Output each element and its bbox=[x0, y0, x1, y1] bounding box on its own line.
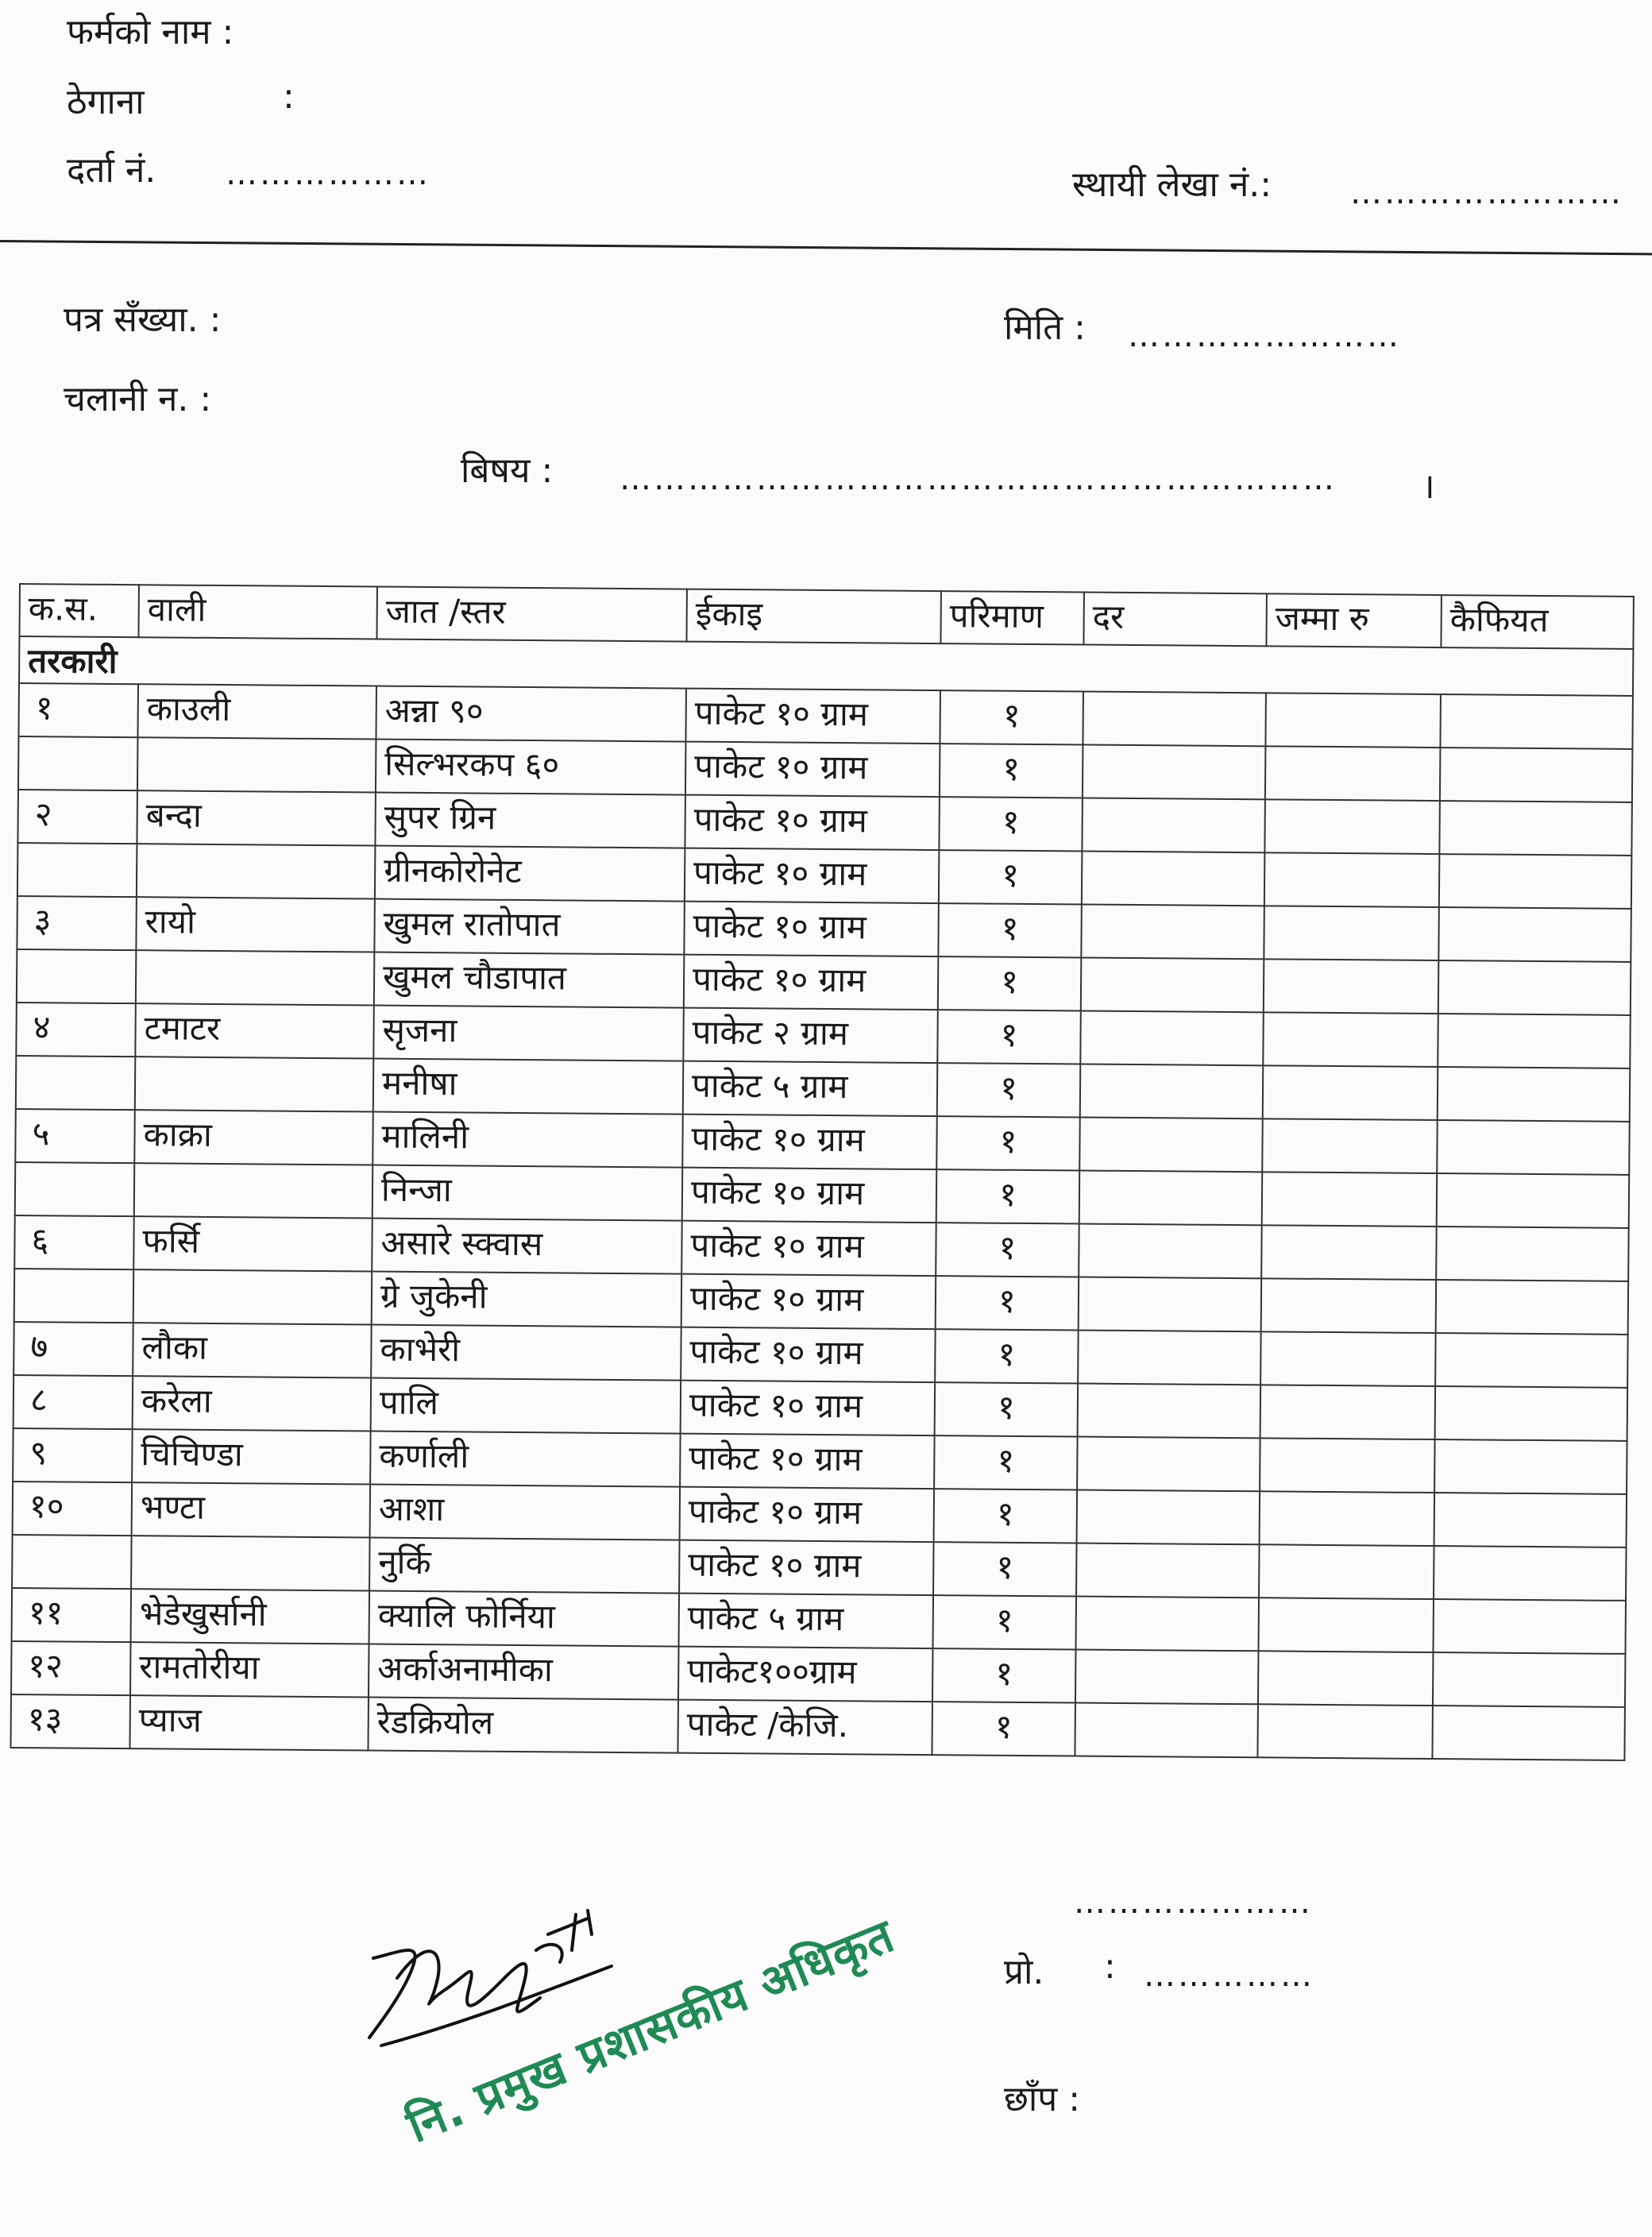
unit-cell: पाकेट १० ग्राम bbox=[684, 955, 939, 1010]
total-cell bbox=[1264, 906, 1439, 960]
letter-number-label: पत्र सँख्या. : bbox=[64, 299, 222, 340]
unit-cell: पाकेट /केजि. bbox=[677, 1700, 932, 1756]
unit-cell: पाकेट १० ग्राम bbox=[682, 1168, 937, 1223]
remarks-cell bbox=[1433, 1599, 1626, 1654]
total-cell bbox=[1265, 746, 1441, 801]
remarks-cell bbox=[1438, 907, 1631, 962]
variety-cell: कर्णाली bbox=[370, 1431, 681, 1487]
variety-cell: पालि bbox=[371, 1378, 681, 1434]
unit-cell: पाकेट १० ग्राम bbox=[681, 1274, 936, 1330]
sn-cell: ११ bbox=[12, 1588, 132, 1642]
remarks-cell bbox=[1434, 1546, 1627, 1601]
sn-cell: १३ bbox=[10, 1694, 130, 1748]
unit-cell: पाकेट १० ग्राम bbox=[681, 1327, 936, 1383]
unit-cell: पाकेट २ ग्राम bbox=[683, 1008, 938, 1064]
variety-cell: मनीषा bbox=[373, 1059, 684, 1115]
variety-cell: ग्रीनकोरोनेट bbox=[375, 846, 685, 902]
total-cell bbox=[1265, 693, 1441, 748]
crop-cell: भेडेखुर्सानी bbox=[131, 1589, 370, 1644]
sn-cell: ८ bbox=[14, 1375, 133, 1429]
crop-cell: फर्सि bbox=[133, 1216, 372, 1271]
crop-cell bbox=[137, 844, 376, 898]
variety-cell: सुपर ग्रिन bbox=[375, 793, 685, 848]
total-cell bbox=[1258, 1651, 1434, 1706]
variety-cell: ग्रे जुकेनी bbox=[372, 1272, 682, 1327]
remarks-cell bbox=[1438, 1014, 1631, 1068]
rate-cell bbox=[1077, 1436, 1260, 1491]
rate-cell bbox=[1083, 692, 1266, 747]
variety-cell: सिल्भरकप ६० bbox=[376, 740, 686, 795]
unit-cell: पाकेट १० ग्राम bbox=[679, 1540, 934, 1596]
rate-cell bbox=[1078, 1384, 1261, 1439]
variety-cell: मालिनी bbox=[372, 1112, 683, 1168]
unit-cell: पाकेट १० ग्राम bbox=[684, 902, 939, 957]
quantity-cell: १ bbox=[935, 1329, 1079, 1383]
col-header-quantity: परिमाण bbox=[940, 591, 1084, 644]
rate-cell bbox=[1082, 798, 1265, 853]
sn-cell bbox=[14, 1269, 134, 1323]
crop-cell: रायो bbox=[136, 897, 375, 952]
crop-cell: टमाटर bbox=[135, 1003, 374, 1058]
sn-cell: १२ bbox=[11, 1641, 131, 1695]
unit-cell: पाकेट ५ ग्राम bbox=[679, 1594, 934, 1649]
remarks-cell bbox=[1432, 1706, 1625, 1760]
remarks-cell bbox=[1435, 1386, 1628, 1441]
rate-cell bbox=[1083, 745, 1266, 800]
sn-cell bbox=[12, 1535, 132, 1589]
rate-cell bbox=[1080, 1064, 1264, 1119]
crop-cell bbox=[137, 737, 376, 792]
quantity-cell: १ bbox=[938, 903, 1082, 957]
variety-cell: निन्जा bbox=[372, 1165, 683, 1221]
col-header-crop: वाली bbox=[138, 585, 377, 639]
quantity-cell: १ bbox=[940, 690, 1083, 744]
crop-cell: करेला bbox=[133, 1376, 372, 1431]
crop-cell bbox=[135, 1057, 374, 1111]
remarks-cell bbox=[1433, 1652, 1626, 1707]
remarks-cell bbox=[1437, 1173, 1630, 1228]
crop-cell bbox=[134, 1163, 373, 1218]
unit-cell: पाकेट १० ग्राम bbox=[681, 1381, 936, 1436]
quantity-cell: १ bbox=[937, 1010, 1081, 1064]
variety-cell: सृजना bbox=[373, 1006, 684, 1061]
date-label: मिति : bbox=[1004, 307, 1086, 348]
registration-number-label: दर्ता नं. bbox=[67, 150, 156, 191]
total-cell bbox=[1260, 1331, 1436, 1386]
crop-cell bbox=[136, 950, 375, 1005]
date-blank: …………………… bbox=[1128, 318, 1401, 354]
sn-cell bbox=[18, 736, 138, 790]
crop-cell: बन्दा bbox=[137, 790, 376, 845]
total-cell bbox=[1260, 1491, 1435, 1546]
quantity-cell: १ bbox=[940, 744, 1083, 798]
col-header-rate: दर bbox=[1083, 593, 1267, 647]
dispatch-number-label: चलानी न. : bbox=[64, 379, 212, 419]
crop-cell: प्याज bbox=[129, 1695, 369, 1750]
header-divider bbox=[0, 240, 1652, 255]
remarks-cell bbox=[1438, 1067, 1631, 1122]
remarks-cell bbox=[1436, 1280, 1629, 1335]
sn-cell: १० bbox=[13, 1482, 133, 1536]
unit-cell: पाकेट १० ग्राम bbox=[680, 1434, 935, 1489]
crop-cell: भण्टा bbox=[132, 1482, 371, 1537]
unit-cell: पाकेट १० ग्राम bbox=[685, 795, 940, 851]
unit-cell: पाकेट १० ग्राम bbox=[682, 1115, 937, 1170]
variety-cell: असारे स्क्वास bbox=[372, 1219, 682, 1274]
remarks-cell bbox=[1435, 1333, 1628, 1388]
total-cell bbox=[1257, 1704, 1433, 1759]
total-cell bbox=[1261, 1225, 1437, 1280]
sn-cell: २ bbox=[17, 790, 137, 844]
proprietor-colon: : bbox=[1104, 1946, 1116, 1987]
seal-label: छाँप : bbox=[1004, 2079, 1081, 2119]
crop-cell: काउली bbox=[137, 684, 376, 739]
subject-end-mark: । bbox=[1422, 466, 1435, 507]
rate-cell bbox=[1082, 852, 1265, 906]
sn-cell: ६ bbox=[14, 1215, 134, 1269]
variety-cell: अन्ना ९० bbox=[376, 686, 686, 742]
total-cell bbox=[1264, 959, 1439, 1014]
rate-cell bbox=[1077, 1489, 1260, 1544]
rate-cell bbox=[1079, 1224, 1262, 1279]
sn-cell: ३ bbox=[17, 896, 137, 950]
pan-number-label: स्थायी लेखा नं.: bbox=[1072, 164, 1272, 205]
quantity-cell: १ bbox=[936, 1276, 1079, 1330]
remarks-cell bbox=[1434, 1493, 1627, 1547]
crop-cell: रामतोरीया bbox=[130, 1642, 369, 1697]
quantity-cell: १ bbox=[932, 1702, 1075, 1756]
pan-number-blank: …………………… bbox=[1350, 175, 1623, 211]
seed-table-wrapper bbox=[10, 583, 1634, 1761]
remarks-cell bbox=[1436, 1227, 1629, 1281]
total-cell bbox=[1258, 1598, 1434, 1652]
quantity-cell: १ bbox=[934, 1435, 1078, 1489]
col-header-total: जम्मा रु bbox=[1266, 593, 1442, 647]
total-cell bbox=[1264, 799, 1440, 854]
rate-cell bbox=[1079, 1171, 1263, 1226]
unit-cell: पाकेट १० ग्राम bbox=[681, 1221, 936, 1277]
unit-cell: पाकेट १० ग्राम bbox=[685, 689, 940, 744]
address-colon: : bbox=[283, 76, 295, 117]
remarks-cell bbox=[1439, 801, 1632, 856]
variety-cell: क्यालि फोर्निया bbox=[369, 1591, 680, 1647]
rate-cell bbox=[1075, 1649, 1259, 1704]
quantity-cell: १ bbox=[932, 1648, 1076, 1702]
crop-cell bbox=[131, 1536, 370, 1590]
sn-cell: १ bbox=[18, 683, 138, 737]
variety-cell: नुर्कि bbox=[369, 1538, 680, 1594]
sn-cell: ५ bbox=[15, 1109, 135, 1163]
unit-cell: पाकेट १० ग्राम bbox=[685, 742, 940, 798]
unit-cell: पाकेट १० ग्राम bbox=[685, 848, 940, 904]
total-cell bbox=[1263, 1012, 1438, 1067]
quantity-cell: १ bbox=[935, 1382, 1079, 1436]
proprietor-label: प्रो. bbox=[1004, 1952, 1044, 1992]
col-header-variety: जात /स्तर bbox=[376, 587, 687, 642]
remarks-cell bbox=[1440, 748, 1633, 802]
crop-cell: लौका bbox=[133, 1323, 372, 1377]
rate-cell bbox=[1081, 958, 1264, 1013]
rate-cell bbox=[1078, 1331, 1261, 1385]
quantity-cell: १ bbox=[934, 1489, 1078, 1543]
rate-cell bbox=[1075, 1596, 1259, 1651]
quantity-cell: १ bbox=[939, 797, 1083, 851]
sn-cell bbox=[16, 1056, 136, 1110]
total-cell bbox=[1261, 1278, 1437, 1333]
rate-cell bbox=[1075, 1702, 1258, 1757]
crop-cell: काक्रा bbox=[134, 1110, 373, 1165]
unit-cell: पाकेट१००ग्राम bbox=[678, 1647, 933, 1702]
table-body bbox=[10, 636, 1633, 1760]
total-cell bbox=[1259, 1544, 1434, 1599]
variety-cell: काभेरी bbox=[371, 1325, 681, 1381]
variety-cell: रेडक्रियोल bbox=[368, 1697, 678, 1752]
total-cell bbox=[1260, 1385, 1436, 1439]
signature-blank: ………………… bbox=[1074, 1884, 1313, 1921]
total-cell bbox=[1260, 1438, 1435, 1493]
section-title: तरकारी bbox=[19, 636, 1633, 696]
rate-cell bbox=[1080, 1011, 1264, 1066]
address-label: ठेगाना bbox=[67, 82, 145, 122]
sn-cell bbox=[15, 1162, 135, 1216]
unit-cell: पाकेट ५ ग्राम bbox=[683, 1061, 938, 1117]
quantity-cell: १ bbox=[933, 1595, 1077, 1649]
sn-cell: ७ bbox=[14, 1322, 133, 1376]
seed-table bbox=[10, 583, 1634, 1761]
variety-cell: खुमल रातोपात bbox=[374, 899, 685, 955]
stamp-text: नि. प्रमुख प्रशासकीय अधिकृत bbox=[399, 1908, 902, 2154]
variety-cell: अर्काअनामीका bbox=[369, 1644, 679, 1700]
remarks-cell bbox=[1440, 694, 1633, 749]
rate-cell bbox=[1076, 1543, 1260, 1598]
registration-number-blank: ……………… bbox=[226, 156, 430, 192]
col-header-remarks: कैफियत bbox=[1441, 595, 1634, 649]
quantity-cell: १ bbox=[939, 850, 1083, 904]
sn-cell bbox=[17, 843, 137, 897]
quantity-cell: १ bbox=[936, 1116, 1080, 1170]
total-cell bbox=[1264, 852, 1440, 907]
subject-blank: ……………………………………………………… bbox=[620, 461, 1337, 497]
crop-cell bbox=[133, 1269, 372, 1324]
total-cell bbox=[1262, 1118, 1438, 1173]
remarks-cell bbox=[1437, 1120, 1630, 1175]
col-header-sn: क.स. bbox=[19, 584, 139, 637]
subject-label: बिषय : bbox=[461, 450, 554, 491]
rate-cell bbox=[1081, 905, 1264, 960]
quantity-cell: १ bbox=[933, 1542, 1077, 1596]
col-header-unit: ईकाइ bbox=[686, 589, 941, 644]
quantity-cell: १ bbox=[936, 1223, 1079, 1277]
variety-cell: आशा bbox=[370, 1485, 681, 1540]
remarks-cell bbox=[1439, 854, 1632, 909]
quantity-cell: १ bbox=[937, 1063, 1081, 1117]
rate-cell bbox=[1079, 1118, 1263, 1173]
remarks-cell bbox=[1438, 960, 1631, 1015]
remarks-cell bbox=[1434, 1439, 1627, 1494]
quantity-cell: १ bbox=[936, 1169, 1080, 1223]
proprietor-blank: …………… bbox=[1144, 1957, 1314, 1994]
crop-cell: चिचिण्डा bbox=[132, 1429, 371, 1484]
total-cell bbox=[1263, 1065, 1438, 1120]
sn-cell: ४ bbox=[16, 1003, 136, 1057]
sn-cell bbox=[17, 949, 137, 1003]
sn-cell: ९ bbox=[13, 1428, 133, 1482]
variety-cell: खुमल चौडापात bbox=[374, 952, 685, 1008]
firm-name-label: फर्मको नाम : bbox=[67, 12, 234, 52]
rate-cell bbox=[1079, 1277, 1262, 1332]
total-cell bbox=[1262, 1172, 1438, 1227]
unit-cell: पाकेट १० ग्राम bbox=[680, 1487, 935, 1543]
quantity-cell: १ bbox=[938, 956, 1082, 1010]
